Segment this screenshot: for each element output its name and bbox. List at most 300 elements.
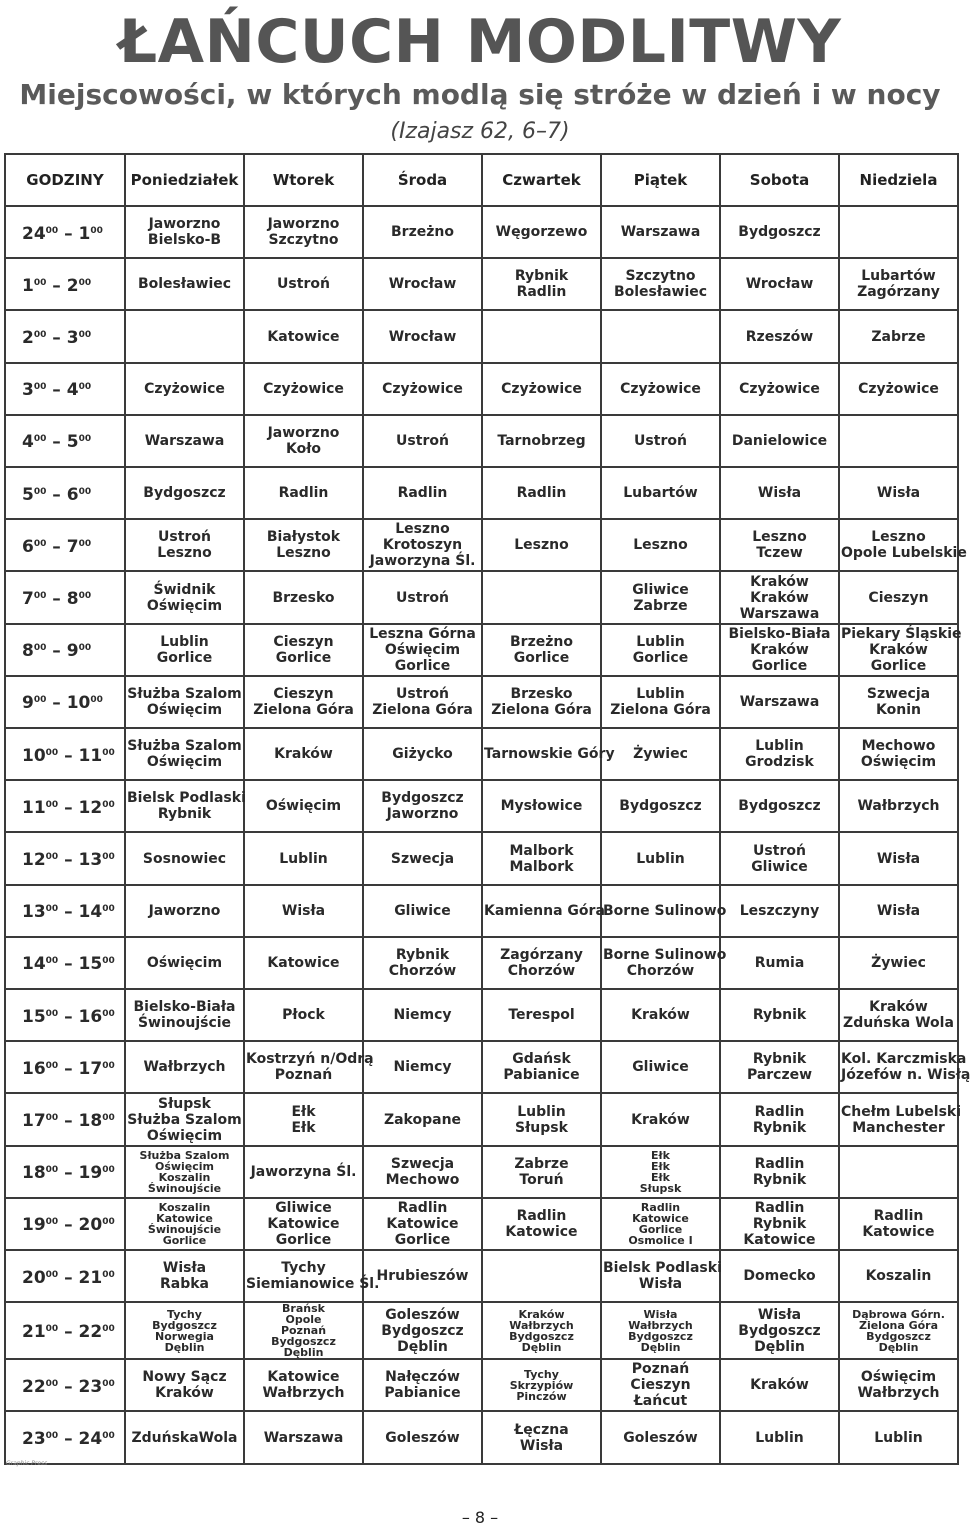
schedule-cell xyxy=(720,363,839,415)
place-name: Szwecja xyxy=(390,850,455,867)
place-name: Konin xyxy=(876,701,921,718)
schedule-cell xyxy=(363,1198,482,1250)
hour-cell: $19^{00} - 20^{00}$ xyxy=(5,1198,125,1250)
place-name: Goleszów xyxy=(385,1306,460,1323)
place-name: Ustroń xyxy=(277,276,330,293)
place-name: Tychy xyxy=(281,1260,326,1277)
publisher-note: Graphic Press xyxy=(6,1460,48,1467)
place-name: Gliwice xyxy=(632,581,689,598)
place-name: Radlin xyxy=(873,1207,924,1224)
schedule-cell xyxy=(601,363,720,415)
place-name: Wałbrzych xyxy=(857,798,940,815)
schedule-cell xyxy=(839,571,958,623)
place-name: Lublin xyxy=(517,1103,566,1120)
schedule-cell xyxy=(244,624,363,676)
place-name: Bielsk Podlaski xyxy=(603,1260,722,1277)
place-name: Parczew xyxy=(746,1067,813,1084)
place-name: Mechowo xyxy=(861,738,936,755)
schedule-cell xyxy=(601,937,727,989)
hour-cell: $18^{00} - 19^{00}$ xyxy=(5,1146,125,1198)
place-name: Siemianowice Śl. xyxy=(246,1276,380,1293)
place-name: Katowice xyxy=(267,954,340,971)
place-name: Katowice xyxy=(267,328,340,345)
place-name: Ustroń xyxy=(396,432,449,449)
place-name: Wałbrzych xyxy=(143,1059,226,1076)
place-name: Borne Sulinowo xyxy=(603,902,727,919)
table-row xyxy=(5,363,958,415)
schedule-cell xyxy=(482,415,601,467)
place-name: Leszno xyxy=(871,529,926,546)
place-name: Tarnobrzeg xyxy=(497,432,586,449)
schedule-cell xyxy=(839,624,962,676)
schedule-cell xyxy=(125,1411,244,1463)
schedule-cell xyxy=(125,1302,244,1359)
table-row xyxy=(5,415,958,467)
place-name: Katowice xyxy=(505,1223,578,1240)
place-name: Wałbrzych xyxy=(509,1318,574,1332)
place-name: Nowy Sącz xyxy=(142,1369,227,1386)
schedule-cell xyxy=(244,1359,363,1411)
schedule-cell xyxy=(482,885,605,937)
schedule-cell xyxy=(125,989,244,1041)
schedule-cell xyxy=(601,1359,720,1411)
place-name: Słupsk xyxy=(639,1181,682,1195)
schedule-cell xyxy=(125,258,244,310)
place-name: Jaworzno xyxy=(267,424,340,441)
table-row xyxy=(5,1093,958,1145)
column-header-hours: GODZINY xyxy=(5,154,125,206)
schedule-cell xyxy=(601,1302,720,1359)
schedule-cell xyxy=(363,1302,482,1359)
place-name: Katowice xyxy=(156,1211,213,1225)
place-name: Żywiec xyxy=(871,954,926,971)
place-name: Wisła xyxy=(757,1306,802,1323)
place-name: Czyżowice xyxy=(858,380,939,397)
place-name: Węgorzewo xyxy=(495,224,588,241)
place-name: Ełk xyxy=(291,1119,316,1136)
schedule-cell xyxy=(601,1041,720,1093)
schedule-cell xyxy=(482,1411,601,1463)
place-name: Lublin xyxy=(874,1429,923,1446)
place-name: Cieszyn xyxy=(868,589,929,606)
schedule-cell xyxy=(601,624,720,676)
table-row xyxy=(5,1146,958,1198)
place-name: Jaworzno xyxy=(386,806,459,823)
schedule-cell xyxy=(125,363,244,415)
place-name: Kraków xyxy=(750,1377,809,1394)
schedule-cell xyxy=(601,519,720,571)
place-name: Gorlice xyxy=(394,657,451,674)
schedule-cell xyxy=(363,467,482,519)
schedule-cell xyxy=(839,937,958,989)
place-name: Pabianice xyxy=(503,1067,580,1084)
place-name: Leszno xyxy=(633,537,688,554)
schedule-cell xyxy=(125,1359,244,1411)
schedule-cell xyxy=(363,519,482,571)
schedule-cell xyxy=(125,571,244,623)
column-header-day: Czwartek xyxy=(482,154,601,206)
hour-cell: $4^{00} - 5^{00}$ xyxy=(5,415,125,467)
place-name: Koszalin xyxy=(865,1268,932,1285)
place-name: Hrubieszów xyxy=(376,1268,469,1285)
place-name: Radlin xyxy=(516,1207,567,1224)
place-name: Leszno xyxy=(395,521,450,538)
hour-cell: $3^{00} - 4^{00}$ xyxy=(5,363,125,415)
schedule-cell xyxy=(720,1302,839,1359)
place-name: Norwegia xyxy=(155,1329,214,1343)
place-name: Rybnik xyxy=(752,1171,807,1188)
schedule-cell xyxy=(482,1041,601,1093)
schedule-cell xyxy=(363,415,482,467)
table-row xyxy=(5,1302,958,1359)
schedule-cell xyxy=(244,258,363,310)
hour-cell: $6^{00} - 7^{00}$ xyxy=(5,519,125,571)
place-name: Leszno xyxy=(157,545,212,562)
place-name: Zabrze xyxy=(871,328,926,345)
hour-cell: $2^{00} - 3^{00}$ xyxy=(5,310,125,362)
place-name: Cieszyn xyxy=(273,633,334,650)
hour-cell: $10^{00} - 11^{00}$ xyxy=(5,728,125,780)
place-name: Lubartów xyxy=(623,485,698,502)
place-name: Koszalin xyxy=(158,1170,211,1184)
place-name: Dęblin xyxy=(164,1340,205,1354)
schedule-cell xyxy=(839,519,967,571)
place-name: Bydgoszcz xyxy=(271,1335,336,1349)
schedule-cell xyxy=(125,1146,244,1198)
place-name: Radlin xyxy=(640,1200,681,1214)
place-name: Józefów n. Wisłą xyxy=(841,1067,970,1084)
schedule-cell xyxy=(125,310,244,362)
place-name: Kraków xyxy=(750,589,809,606)
hour-cell: $9^{00} - 10^{00}$ xyxy=(5,676,125,728)
place-name: Radlin xyxy=(278,485,329,502)
place-name: Bolesławiec xyxy=(137,276,232,293)
place-name: Ustroń xyxy=(396,685,449,702)
prayer-schedule-table xyxy=(4,153,970,1465)
schedule-cell xyxy=(363,310,482,362)
table-row xyxy=(5,1411,958,1463)
place-name: Malbork xyxy=(509,858,574,875)
schedule-cell xyxy=(125,832,244,884)
schedule-cell xyxy=(839,832,958,884)
place-name: Katowice xyxy=(386,1215,459,1232)
place-name: Wałbrzych xyxy=(628,1318,693,1332)
table-row xyxy=(5,937,958,989)
schedule-cell xyxy=(839,989,958,1041)
schedule-cell xyxy=(482,1146,601,1198)
place-name: Kol. Karczmiska xyxy=(841,1051,967,1068)
place-name: Zielona Góra xyxy=(372,701,473,718)
place-name: Szczytno xyxy=(268,232,339,249)
schedule-cell xyxy=(363,937,482,989)
place-name: Bydgoszcz xyxy=(619,798,702,815)
schedule-cell xyxy=(363,1250,482,1302)
bible-reference: (Izajasz 62, 6–7) xyxy=(390,119,570,144)
place-name: Gorlice xyxy=(632,649,689,666)
schedule-cell xyxy=(363,780,482,832)
table-row xyxy=(5,885,958,937)
schedule-cell xyxy=(601,1411,720,1463)
place-name: Ustroń xyxy=(396,589,449,606)
place-name: Gorlice xyxy=(394,1231,451,1248)
schedule-cell xyxy=(244,363,363,415)
schedule-cell xyxy=(601,258,720,310)
schedule-cell xyxy=(720,310,839,362)
place-name: Gliwice xyxy=(632,1059,689,1076)
schedule-cell xyxy=(482,937,601,989)
place-name: Jaworzno xyxy=(148,902,221,919)
schedule-cell xyxy=(482,571,601,623)
place-name: Brzeżno xyxy=(391,224,454,241)
schedule-cell xyxy=(244,1093,363,1145)
table-row xyxy=(5,1359,958,1411)
place-name: Poznań xyxy=(274,1067,333,1084)
place-name: Świdnik xyxy=(153,581,216,598)
place-name: Zduńska Wola xyxy=(843,1015,954,1032)
place-name: Opole xyxy=(285,1313,322,1327)
schedule-cell xyxy=(482,780,601,832)
place-name: Dęblin xyxy=(397,1338,448,1355)
place-name: Koszalin xyxy=(158,1200,211,1214)
schedule-cell xyxy=(244,1411,363,1463)
schedule-cell xyxy=(601,571,720,623)
place-name: Chorzów xyxy=(626,962,695,979)
schedule-cell xyxy=(244,1146,363,1198)
place-name: Koło xyxy=(285,440,322,457)
place-name: Radlin xyxy=(754,1199,805,1216)
place-name: Lublin xyxy=(636,685,685,702)
hour-cell: $24^{00} - 1^{00}$ xyxy=(5,206,125,258)
place-name: Rybnik xyxy=(157,806,212,823)
schedule-cell xyxy=(482,1198,601,1250)
place-name: Rzeszów xyxy=(745,328,814,345)
place-name: Zakopane xyxy=(383,1111,462,1128)
place-name: Bydgoszcz xyxy=(738,798,821,815)
place-name: Bydgoszcz xyxy=(143,485,226,502)
place-name: Dęblin xyxy=(754,1338,805,1355)
place-name: Gliwice xyxy=(275,1199,332,1216)
schedule-cell xyxy=(601,676,720,728)
place-name: Wisła xyxy=(643,1307,678,1321)
schedule-cell xyxy=(482,467,601,519)
place-name: Lubartów xyxy=(861,268,936,285)
place-name: Borne Sulinowo xyxy=(603,946,727,963)
table-row xyxy=(5,624,958,676)
schedule-cell xyxy=(244,989,363,1041)
place-name: Zagórzany xyxy=(857,284,940,301)
place-name: Wisła xyxy=(876,485,921,502)
schedule-cell xyxy=(244,1250,380,1302)
place-name: Warszawa xyxy=(739,605,820,622)
place-name: Warszawa xyxy=(620,224,701,241)
hour-cell: $15^{00} - 16^{00}$ xyxy=(5,989,125,1041)
schedule-cell xyxy=(839,676,958,728)
place-name: Katowice xyxy=(743,1231,816,1248)
place-name: Lublin xyxy=(755,1429,804,1446)
schedule-cell xyxy=(125,206,244,258)
schedule-cell xyxy=(125,1041,244,1093)
table-row xyxy=(5,519,958,571)
place-name: Oświęcim xyxy=(146,701,223,718)
place-name: Warszawa xyxy=(263,1429,344,1446)
place-name: Oświęcim xyxy=(146,954,223,971)
place-name: Kraków xyxy=(631,1007,690,1024)
place-name: Oświęcim xyxy=(384,641,461,658)
schedule-cell xyxy=(601,1146,720,1198)
place-name: Wisła xyxy=(757,485,802,502)
place-name: Bolesławiec xyxy=(613,284,708,301)
schedule-cell xyxy=(601,728,720,780)
place-name: Tychy xyxy=(524,1367,559,1381)
hour-cell: $22^{00} - 23^{00}$ xyxy=(5,1359,125,1411)
place-name: Oświęcim xyxy=(154,1159,215,1173)
place-name: Gorlice xyxy=(162,1233,207,1247)
place-name: Gorlice xyxy=(638,1222,683,1236)
place-name: Leszczyny xyxy=(739,902,820,919)
place-name: Tychy xyxy=(167,1307,202,1321)
place-name: Łęczna xyxy=(514,1421,569,1438)
place-name: Poznań xyxy=(631,1361,690,1378)
place-name: Rybnik xyxy=(752,1119,807,1136)
place-name: Oświęcim xyxy=(146,597,223,614)
hour-cell: $7^{00} - 8^{00}$ xyxy=(5,571,125,623)
schedule-cell xyxy=(482,206,601,258)
schedule-cell xyxy=(244,780,363,832)
place-name: Niemcy xyxy=(393,1007,452,1024)
place-name: Radlin xyxy=(397,1199,448,1216)
hour-cell: $1^{00} - 2^{00}$ xyxy=(5,258,125,310)
place-name: Bydgoszcz xyxy=(381,1322,464,1339)
schedule-cell xyxy=(125,728,244,780)
place-name: Goleszów xyxy=(623,1429,698,1446)
schedule-cell xyxy=(720,571,839,623)
schedule-cell xyxy=(601,1198,720,1250)
table-row xyxy=(5,1250,958,1302)
place-name: Leszna Górna xyxy=(369,625,476,642)
place-name: Tczew xyxy=(756,545,803,562)
schedule-cell xyxy=(363,885,482,937)
place-name: Chorzów xyxy=(507,962,576,979)
place-name: Wrocław xyxy=(388,276,457,293)
schedule-cell xyxy=(839,1146,958,1198)
schedule-cell xyxy=(244,832,363,884)
schedule-cell xyxy=(839,310,958,362)
place-name: Cieszyn xyxy=(273,685,334,702)
schedule-cell xyxy=(601,989,720,1041)
place-name: Katowice xyxy=(862,1223,935,1240)
schedule-cell xyxy=(720,519,839,571)
place-name: Bydgoszcz xyxy=(509,1329,574,1343)
schedule-cell xyxy=(482,1093,601,1145)
schedule-cell xyxy=(125,415,244,467)
schedule-cell xyxy=(244,728,363,780)
place-name: Radlin xyxy=(754,1103,805,1120)
place-name: Jaworzyna Śl. xyxy=(369,553,476,570)
schedule-cell xyxy=(720,885,839,937)
schedule-cell xyxy=(244,571,363,623)
place-name: Zielona Góra xyxy=(253,701,354,718)
table-row xyxy=(5,989,958,1041)
place-name: Mechowo xyxy=(385,1171,460,1188)
schedule-cell xyxy=(601,415,720,467)
schedule-cell xyxy=(720,937,839,989)
place-name: Warszawa xyxy=(144,432,225,449)
schedule-cell xyxy=(839,1302,958,1359)
column-header-day: Sobota xyxy=(720,154,839,206)
place-name: Świnoujście xyxy=(147,1181,222,1195)
schedule-cell xyxy=(839,415,958,467)
schedule-cell xyxy=(601,467,720,519)
place-name: Czyżowice xyxy=(144,380,225,397)
place-name: Nałęczów xyxy=(385,1369,460,1386)
schedule-cell xyxy=(363,206,482,258)
schedule-cell xyxy=(482,519,601,571)
schedule-cell xyxy=(839,1411,958,1463)
schedule-cell xyxy=(839,1359,958,1411)
schedule-cell xyxy=(720,1250,839,1302)
schedule-cell xyxy=(839,206,958,258)
place-name: Gorlice xyxy=(275,1231,332,1248)
table-row xyxy=(5,310,958,362)
place-name: Żywiec xyxy=(633,746,688,763)
place-name: Katowice xyxy=(632,1211,689,1225)
schedule-cell xyxy=(244,885,363,937)
schedule-cell xyxy=(482,1250,601,1302)
place-name: Oświęcim xyxy=(146,754,223,771)
schedule-cell xyxy=(720,780,839,832)
place-name: Katowice xyxy=(267,1369,340,1386)
place-name: Zielona Góra xyxy=(858,1318,939,1332)
place-name: Wisła xyxy=(876,850,921,867)
hour-cell: $21^{00} - 22^{00}$ xyxy=(5,1302,125,1359)
place-name: Bydgoszcz xyxy=(381,790,464,807)
schedule-cell xyxy=(244,206,363,258)
place-name: Radlin xyxy=(516,284,567,301)
schedule-cell xyxy=(363,1359,482,1411)
schedule-cell xyxy=(244,310,363,362)
page-number: – 8 – xyxy=(461,1508,499,1527)
schedule-cell xyxy=(720,676,839,728)
schedule-cell xyxy=(482,258,601,310)
schedule-cell xyxy=(839,1093,962,1145)
hour-cell: $5^{00} - 6^{00}$ xyxy=(5,467,125,519)
place-name: Rybnik xyxy=(752,1051,807,1068)
schedule-cell xyxy=(363,624,482,676)
schedule-cell xyxy=(601,1250,720,1302)
schedule-cell xyxy=(125,519,244,571)
place-name: Mysłowice xyxy=(500,798,583,815)
place-name: Ełk xyxy=(651,1170,670,1184)
place-name: Bielsko-Biała xyxy=(133,999,236,1016)
schedule-cell xyxy=(482,310,601,362)
place-name: Gliwice xyxy=(394,902,451,919)
place-name: Dęblin xyxy=(878,1340,919,1354)
place-name: Rybnik xyxy=(752,1007,807,1024)
schedule-cell xyxy=(482,1359,601,1411)
schedule-cell xyxy=(363,728,482,780)
schedule-cell xyxy=(839,467,958,519)
place-name: Bydgoszcz xyxy=(152,1318,217,1332)
schedule-cell xyxy=(363,1041,482,1093)
place-name: Wałbrzych xyxy=(262,1385,345,1402)
table-row xyxy=(5,780,958,832)
column-header-day: Niedziela xyxy=(839,154,958,206)
place-name: Bydgoszcz xyxy=(738,1322,821,1339)
schedule-cell xyxy=(363,1411,482,1463)
hour-cell: $16^{00} - 17^{00}$ xyxy=(5,1041,125,1093)
schedule-cell xyxy=(839,258,958,310)
place-name: Poznań xyxy=(280,1324,327,1338)
